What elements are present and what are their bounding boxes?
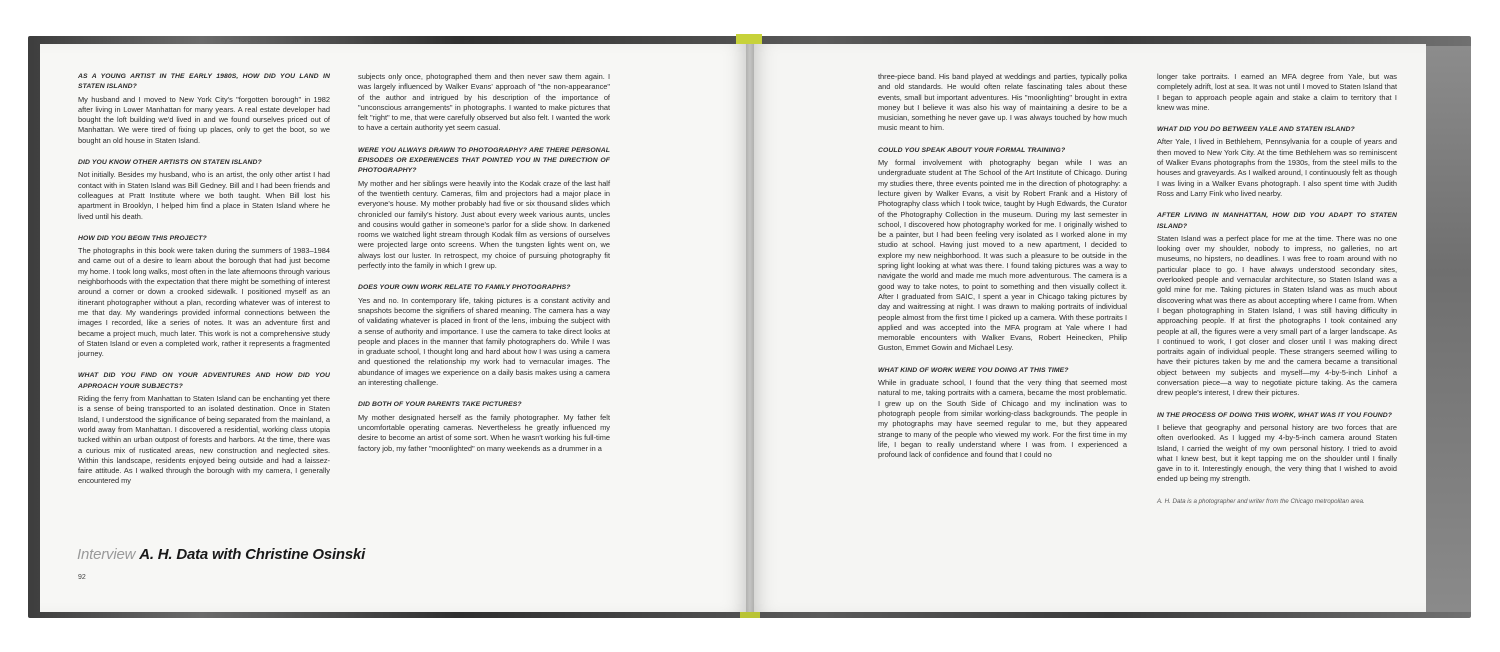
question-heading: AFTER LIVING IN MANHATTAN, HOW DID YOU ADAPT TO STATEN ISLAND?	[1157, 212, 1397, 230]
question-heading: DOES YOUR OWN WORK RELATE TO FAMILY PHOTOGRAPHS?	[358, 284, 571, 292]
question-heading: HOW DID YOU BEGIN THIS PROJECT?	[78, 234, 207, 242]
answer-paragraph: Yes and no. In contemporary life, taking pictures is a constant activity and snapshots become the signifiers of shared meaning. The camera has a way of validating whatever is placed in front of the lens, imbuing the subject with a sense of authority and importance. I use the camera to take direct looks at people and places in the manner that family photographers do. While I was in graduate school, I thought long and hard about how I was using a camera and questioned the relationship my work had to vernacular images. The abundance of images we experience on a daily basis makes using a camera an interesting challenge.	[358, 295, 610, 388]
page-number: 92	[78, 574, 86, 581]
title-prefix: Interview	[77, 546, 136, 563]
answer-paragraph: longer take portraits. I earned an MFA degree from Yale, but was completely adrift, lost at sea. It was not until I moved to Staten Island that I began to approach people again and stake a claim to territory that I knew was mine.	[1157, 72, 1397, 112]
answer-paragraph: three-piece band. His band played at weddings and parties, typically polka and old standards. He would often relate fascinating tales about these events, small but important adventures. His "moonlighting" brought in extra money but I believe it was also his way of maintaining a desire to be a musician, something he never gave up. I was always touched by how much music meant to him.	[878, 72, 1127, 133]
question-heading: WERE YOU ALWAYS DRAWN TO PHOTOGRAPHY? ARE THERE PERSONAL EPISODES OR EXPERIENCES THAT POINTED YOU IN THE DIRECTION OF PHOTOGRAPHY?	[358, 146, 610, 175]
answer-paragraph: The photographs in this book were taken during the summers of 1983–1984 and came out of a desire to learn about the borough that had just become my home. I took long walks, most often in the late afternoons through various neighborhoods with the expectation that there might be something of interest around a corner or down a crooked sidewalk. I positioned myself as an itinerant photographer without a plan, recording whatever was of interest to me that day. My wanderings provided informal connections between the images I recorded, like a series of notes. It was an adventure first and became a project much, much later. This work is not a comprehensive study of Staten Island or even a completed work, rather it represents a fragmented journey.	[78, 246, 330, 359]
cover-right-edge	[1426, 46, 1471, 612]
answer-paragraph: Riding the ferry from Manhattan to Staten Island can be enchanting yet there is a sense of being transported to an isolated destination. Once in Staten Island, I understood the significance of being separated from the mainland, a world away from Manhattan. I discovered a residential, working class utopia tucked within an urban outpost of forests and harbors. At the time, there was a curious mix of rusticated areas, new construction and neglected sites. Within this landscape, residents enjoyed being outside and had a laissez-faire attitude. As I walked through the borough with my camera, I generally encountered my	[78, 394, 330, 486]
question-heading: AS A YOUNG ARTIST IN THE EARLY 1980S, HOW DID YOU LAND IN STATEN ISLAND?	[78, 73, 330, 91]
question-heading: COULD YOU SPEAK ABOUT YOUR FORMAL TRAINING?	[878, 146, 1066, 154]
answer-paragraph: My formal involvement with photography began while I was an undergraduate student at The School of the Art Institute of Chicago. During my studies there, three events pointed me in the direction of photography: a lecture given by Walker Evans, a visit by Robert Frank and a History of Photography class which I took twice, taught by Hugh Edwards, the Curator of the Photography Collection in the museum. During my last semester in school, I discovered how photography worked for me. I originally wished to be a painter, but I had been feeling very isolated as I worked alone in my studio at school. Having just moved to a new apartment, I decided to explore my new neighborhood. It was such a pleasure to be outside in the spring light looking at what was there. I found taking pictures was a way to navigate the world and made me much more adventurous. The camera is a good way to take notes, to point to something and then visually collect it. After I graduated from SAIC, I spent a year in Chicago taking pictures by day and waitressing at night. I was drawn to making portraits of individual people almost from the first time I picked up a camera. With these portraits I applied and was accepted into the MFA program at Yale where I had memorable encounters with Walker Evans, Robert Heinecken, Philip Guston, Emmet Gowin and Michael Lesy.	[878, 158, 1127, 353]
book-gutter	[746, 44, 754, 612]
chapter-title	[77, 546, 365, 563]
answer-paragraph: subjects only once, photographed them and then never saw them again. I was largely influenced by Walker Evans' approach of "the non-appearance" of the author and intrigued by his description of the importance of "unconscious arrangements" in photographs. I wanted to make pictures that felt "right" to me, that were carefully observed but also felt. I wanted the work to have a certain authority yet seem casual.	[358, 72, 610, 133]
author-credit: A. H. Data is a photographer and writer from the Chicago metropolitan area.	[1157, 497, 1365, 505]
title-main: A. H. Data with Christine Osinski	[139, 546, 366, 563]
question-heading: WHAT DID YOU DO BETWEEN YALE AND STATEN ISLAND?	[1157, 126, 1355, 134]
text-column-4	[1157, 72, 1397, 507]
answer-paragraph: My husband and I moved to New York City's "forgotten borough" in 1982 after living in Lower Manhattan for many years. A real estate developer had bought the loft building we'd lived in and we found ourselves priced out of Manhattan. We were tired of fixing up places, only to get the boot, so we bought an old house in Staten Island.	[78, 94, 330, 145]
spine-accent-top	[736, 34, 762, 44]
text-column-3	[878, 72, 1127, 472]
answer-paragraph: Staten Island was a perfect place for me at the time. There was no one looking over my shoulder, nobody to impress, no galleries, no art museums, no hipsters, no deadlines. I was free to roam around with no particular place to go. I have always understood secondary sites, overlooked people and vernacular architecture, so Staten Island was a gold mine for me. Taking pictures in Staten Island was as much about discovering what was there as about accepting where I came from. When I began photographing in Staten Island, I was still having difficulty in approaching people. If at first the photographs I took contained any people at all, the figures were a very small part of a larger landscape. As I continued to work, I got closer and closer until I was making direct portraits again of individual people. These strangers seemed willing to have their pictures taken by me and the camera became a transitional object between my subjects and myself—my 4-by-5-inch Linhof a conversation piece—a way to negotiate picture taking. As the camera drew people's interest, I drew their pictures.	[1157, 233, 1397, 398]
question-heading: IN THE PROCESS OF DOING THIS WORK, WHAT WAS IT YOU FOUND?	[1157, 411, 1393, 419]
text-column-2	[358, 72, 610, 466]
answer-paragraph: While in graduate school, I found that the very thing that seemed most natural to me, taking portraits with a camera, became the most problematic. I grew up on the South Side of Chicago and my inclination was to photograph people from similar working-class backgrounds. The people in my photographs may have seemed regular to me, but they appeared strange to many of the people who viewed my work. For the first time in my life, I began to really understand where I was from. I experienced a profound lack of confidence and found that I could no	[878, 378, 1127, 460]
answer-paragraph: Not initially. Besides my husband, who is an artist, the only other artist I had contact with in Staten Island was Bill Gedney. Bill and I had been friends and colleagues at Pratt Institute where we both taught. When Bill lost his apartment in Brooklyn, I helped him find a place in Staten Island where he lived until his death.	[78, 170, 330, 221]
question-heading: WHAT DID YOU FIND ON YOUR ADVENTURES AND HOW DID YOU APPROACH YOUR SUBJECTS?	[78, 372, 330, 390]
answer-paragraph: My mother and her siblings were heavily into the Kodak craze of the last half of the twentieth century. Cameras, film and projectors had a major place in everyone's house. My mother probably had five or six thousand slides which chronicled our family's history. Just about every week various aunts, uncles and cousins would gather in someone's parlor for a slide show. In darkened rooms we watched light stream through Kodak film as versions of ourselves were projected large onto screens. When the tungsten lights went on, we always lost our luster. In retrospect, my choice of pursuing photography fit perfectly into the family in which I grew up.	[358, 178, 610, 271]
text-column-1	[78, 72, 330, 499]
answer-paragraph: I believe that geography and personal history are two forces that are often overlooked. As I lugged my 4-by-5-inch camera around Staten Island, I carried the weight of my own personal history. I tried to avoid what I knew best, but it kept tapping me on the shoulder until I finally gave in to it. Interestingly enough, the very thing that I wished to avoid ended up being my strength.	[1157, 422, 1397, 484]
question-heading: DID YOU KNOW OTHER ARTISTS ON STATEN ISLAND?	[78, 159, 262, 167]
answer-paragraph: After Yale, I lived in Bethlehem, Pennsylvania for a couple of years and then moved to New York City. At the time Bethlehem was so reminiscent of Walker Evans photographs from the 1930s, from the steel mills to the houses and graveyards. As I walked around, I continuously felt as though I was living in a Walker Evans photograph. I also spent time with Judith Ross and Larry Fink who lived nearby.	[1157, 137, 1397, 198]
answer-paragraph: My mother designated herself as the family photographer. My father felt uncomfortable operating cameras. Nevertheless he greatly influenced my desire to become an artist of some sort. When he wasn't working his full-time factory job, my father "moonlighted" on many weekends as a drummer in a	[358, 412, 610, 453]
question-heading: DID BOTH OF YOUR PARENTS TAKE PICTURES?	[358, 401, 522, 409]
question-heading: WHAT KIND OF WORK WERE YOU DOING AT THIS TIME?	[878, 366, 1069, 374]
